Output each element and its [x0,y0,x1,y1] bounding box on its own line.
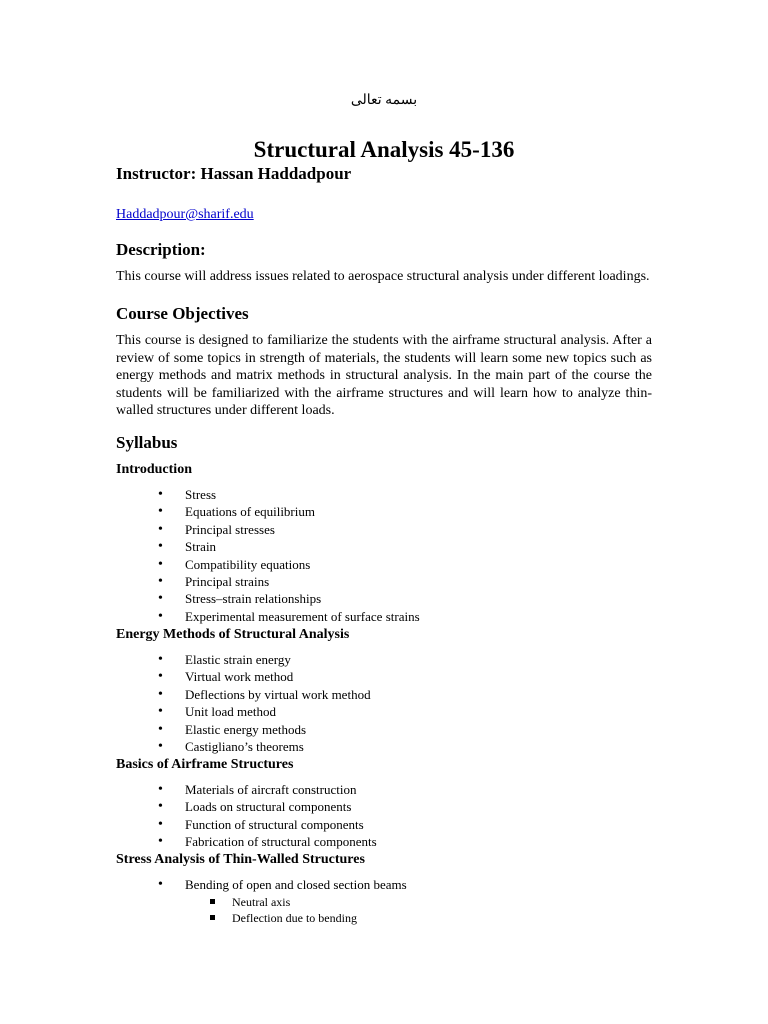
list-item: • Principal stresses [158,521,420,538]
thin-walled-list [158,876,407,893]
list-item: • Strain [158,538,420,555]
list-item: • Principal strains [158,573,420,590]
energy-methods-list [158,651,371,755]
sub-list-item: Neutral axis [208,894,357,910]
list-item: • Fabrication of structural components [158,833,377,850]
thin-walled-sublist [208,894,357,926]
instructor-email-link[interactable]: Haddadpour@sharif.edu [116,207,254,222]
course-title: Structural Analysis 45-136 [253,137,515,162]
list-item: • Function of structural components [158,816,377,833]
list-item: • Elastic strain energy [158,651,371,668]
list-item: • Elastic energy methods [158,721,371,738]
section-heading-introduction: Introduction [116,462,192,477]
list-item: • Experimental measurement of surface strains [158,608,420,625]
section-heading-airframe-basics: Basics of Airframe Structures [116,757,294,772]
instructor-line: Instructor: Hassan Haddadpour [116,164,352,183]
description-heading: Description: [116,240,206,259]
airframe-basics-list [158,781,377,851]
list-item: • Equations of equilibrium [158,503,420,520]
bismillah-heading: بسمه تعالی [350,93,418,108]
list-item: • Virtual work method [158,668,371,685]
list-item: • Unit load method [158,703,371,720]
syllabus-heading: Syllabus [116,433,178,452]
description-text: This course will address issues related to aerospace structural analysis under different loadings. [116,269,650,284]
section-heading-energy-methods: Energy Methods of Structural Analysis [116,627,350,642]
section-heading-thin-walled: Stress Analysis of Thin-Walled Structures [116,852,365,867]
list-item: • Stress [158,486,420,503]
list-item: • Bending of open and closed section beams [158,876,407,893]
objectives-heading: Course Objectives [116,304,249,323]
introduction-list [158,486,420,625]
list-item: • Deflections by virtual work method [158,686,371,703]
objectives-text: This course is designed to familiarize the students with the airframe structural analysis. After a review of some topics in strength of materials, the students will learn some new topics such as energy methods and matrix methods in structural analysis. In the main part of the course the students will be familiarized with the airframe structures and will learn how to analyze thin-walled structures under different loads. [116,333,652,418]
list-item: • Loads on structural components [158,798,377,815]
sub-list-item: Deflection due to bending [208,910,357,926]
list-item: • Castigliano’s theorems [158,738,371,755]
list-item: • Stress–strain relationships [158,590,420,607]
list-item: • Materials of aircraft construction [158,781,377,798]
list-item: • Compatibility equations [158,556,420,573]
